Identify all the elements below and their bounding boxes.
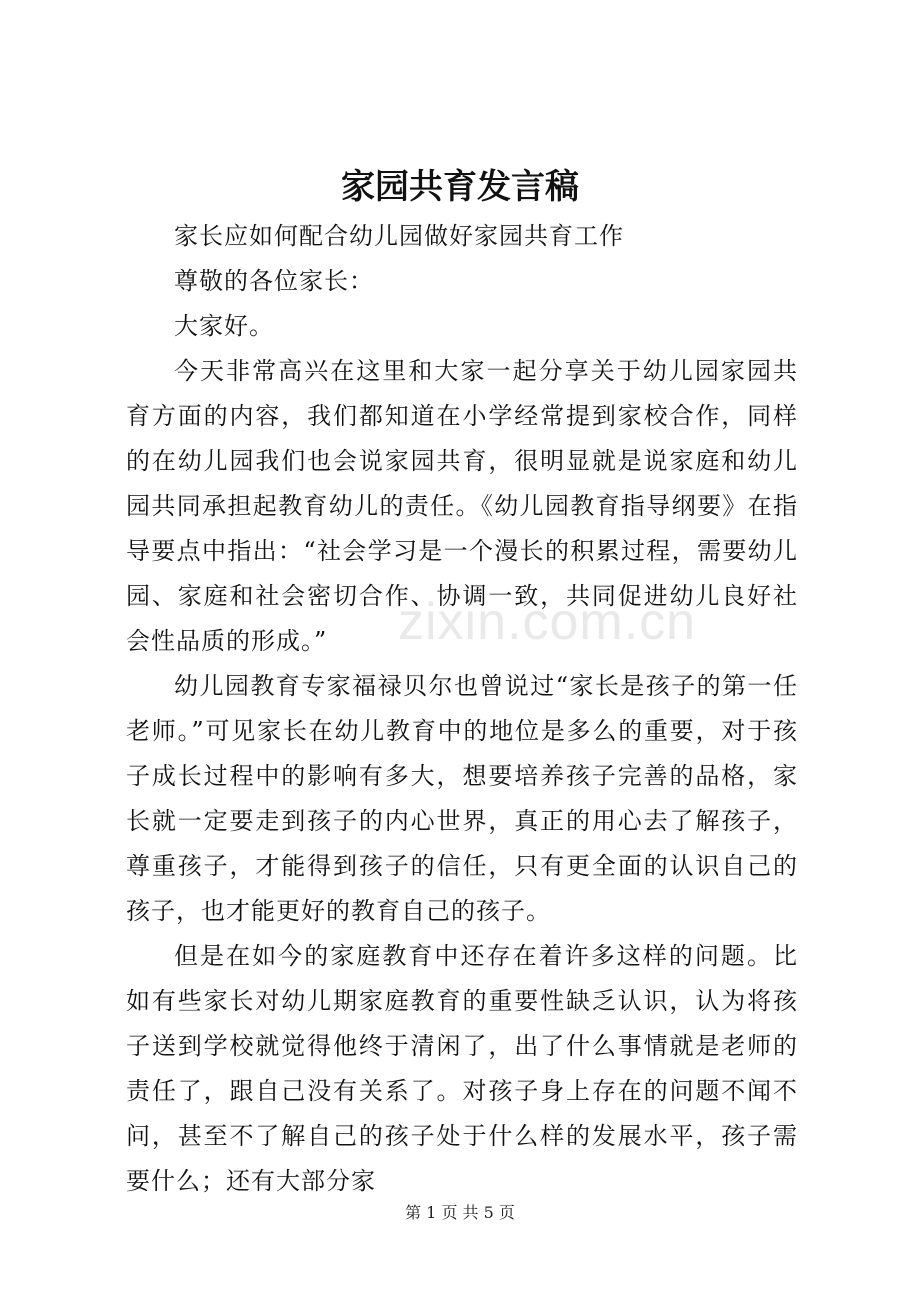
watermark: zixin.com.cn	[398, 593, 697, 651]
document-title: 家园共育发言稿	[341, 167, 579, 207]
document-body	[126, 214, 798, 1204]
paragraph-salutation: 尊敬的各位家长：	[174, 267, 374, 295]
paragraph-greeting: 大家好。	[174, 312, 274, 340]
paragraph-problems: 但是在如今的家庭教育中还存在着许多这样的问题。比如有些家长对幼儿期家庭教育的重要性缺乏认识，认为将孩子送到学校就觉得他终于清闲了，出了什么事情就是老师的责任了，跟自己没有关系了。对孩子身上存在的问题不闻不问，甚至不了解自己的孩子处于什么样的发展水平，孩子需要什么；还有大部分家	[126, 942, 798, 1195]
paragraph-froebel: 幼儿园教育专家福禄贝尔也曾说过“家长是孩子的第一任老师。”可见家长在幼儿教育中的地位是多么的重要，对于孩子成长过程中的影响有多大，想要培养孩子完善的品格，家长就一定要走到孩子的内心世界，真正的用心去了解孩子，尊重孩子，才能得到孩子的信任，只有更全面的认识自己的孩子，也才能更好的教育自己的孩子。	[126, 672, 798, 925]
page-footer: 第 1 页 共 5 页	[405, 1203, 515, 1222]
paragraph-subtitle: 家长应如何配合幼儿园做好家园共育工作	[174, 222, 624, 250]
paragraph-intro: 今天非常高兴在这里和大家一起分享关于幼儿园家园共育方面的内容，我们都知道在小学经常提到家校合作，同样的在幼儿园我们也会说家园共育，很明显就是说家庭和幼儿园共同承担起教育幼儿的责任。《幼儿园教育指导纲要》在指导要点中指出：“社会学习是一个漫长的积累过程，需要幼儿园、家庭和社会密切合作、协调一致，共同促进幼儿良好社会性品质的形成。”	[126, 357, 798, 655]
